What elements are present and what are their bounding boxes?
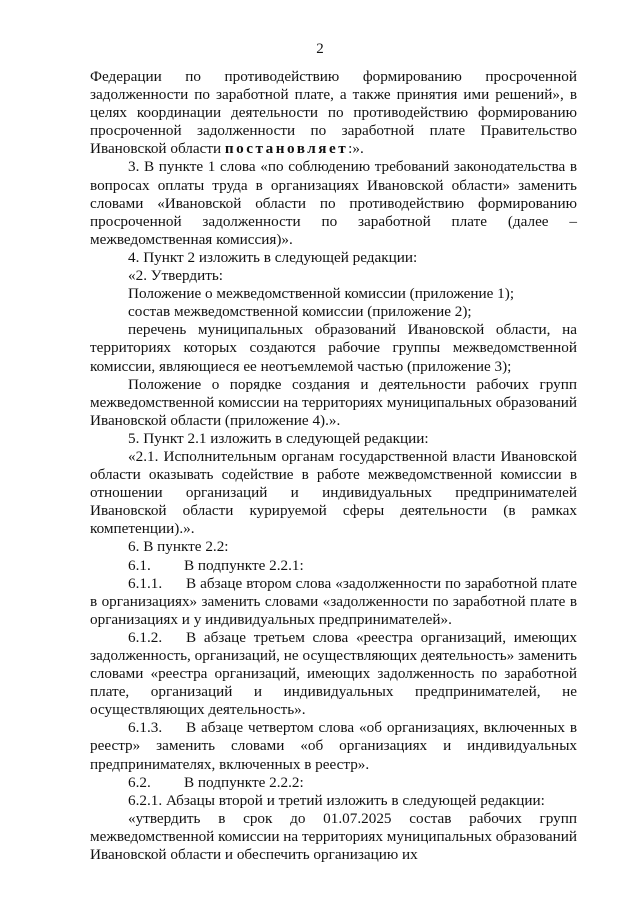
decree-word: постановляет <box>224 140 349 158</box>
paragraph-item-6-1-2 <box>90 629 577 719</box>
paragraph-approve-item-4: Положение о порядке создания и деятельности рабочих групп межведомственной комиссии на территориях муниципальных образований Ивановской области (приложение 4).». <box>90 375 577 429</box>
paragraph-item-6: 6. В пункте 2.2: <box>128 538 229 556</box>
item-number: 6.1.1. <box>128 574 163 592</box>
paragraph-approve-item-2: состав межведомственной комиссии (приложение 2); <box>128 303 472 321</box>
paragraph-item-6-2-1: 6.2.1. Абзацы второй и третий изложить в следующей редакции: <box>128 791 545 809</box>
page-number: 2 <box>316 41 324 57</box>
paragraph-approve-item-1: Положение о межведомственной комиссии (приложение 1); <box>128 285 515 303</box>
paragraph-item-3: 3. В пункте 1 слова «по соблюдению требований законодательства в вопросах оплаты труда в организациях Ивановской области» заменить словами «Ивановской области по противодействию формированию просроченной задолженности по заработной плате (далее – межведомственная комиссия)». <box>90 158 577 248</box>
paragraph-item-6-1 <box>90 557 577 575</box>
paragraph-approve: «2. Утвердить: <box>128 267 224 285</box>
item-number: 6.2. <box>128 773 151 791</box>
item-text: В абзаце четвертом слова «об организациях, включенных в реестр» заменить словами «об организациях и индивидуальных предпринимателях, включенных в реестр». <box>90 719 577 773</box>
preamble-tail: :». <box>348 140 364 158</box>
paragraph-approve-groups: «утвердить в срок до 01.07.2025 состав рабочих групп межведомственной комиссии на территориях муниципальных образований Ивановской области и обеспечить организацию их <box>90 809 577 864</box>
preamble-text: Федерации по противодействию формированию просроченной задолженности по заработной плате, а также принятия ими решений», в целях координации деятельности по противодействию формированию просроченной задолженности по заработной плате Правительство Ивановской области <box>90 68 577 158</box>
item-text: В подпункте 2.2.1: <box>184 556 304 574</box>
item-text: В подпункте 2.2.2: <box>184 773 304 791</box>
paragraph-item-5: 5. Пункт 2.1 изложить в следующей редакции: <box>128 429 429 447</box>
paragraph-item-2-1: «2.1. Исполнительным органам государственной власти Ивановской области оказывать содействие в работе межведомственной комиссии в отношении организаций и индивидуальных предпринимателей Ивановской области курируемой сферы деятельности (в рамках компетенции).». <box>90 447 577 538</box>
item-text: В абзаце втором слова «задолженности по заработной плате в организациях» заменить словами «задолженности по заработной плате в организациях и у индивидуальных предпринимателей». <box>90 574 577 628</box>
paragraph-item-6-1-1 <box>90 575 577 629</box>
paragraph-approve-item-3: перечень муниципальных образований Ивановской области, на территориях которых создаются рабочие группы межведомственной комиссии, являющиеся ее неотъемлемой частью (приложение 3); <box>90 321 577 375</box>
item-number: 6.1.3. <box>128 719 163 737</box>
item-number: 6.1.2. <box>128 628 163 646</box>
paragraph-item-6-2 <box>90 774 577 792</box>
item-number: 6.1. <box>128 556 151 574</box>
paragraph-item-6-1-3 <box>90 719 577 773</box>
document-body <box>90 68 577 864</box>
paragraph-item-4: 4. Пункт 2 изложить в следующей редакции: <box>128 248 418 266</box>
paragraph-preamble-continuation <box>90 68 577 158</box>
item-text: В абзаце третьем слова «реестра организаций, имеющих задолженность, организаций, не осуществляющих деятельность» заменить словами «реестра организаций, имеющих задолженность по заработной плате, организаций и индивидуальных предпринимателей, не осуществляющих деятельность». <box>90 628 577 719</box>
